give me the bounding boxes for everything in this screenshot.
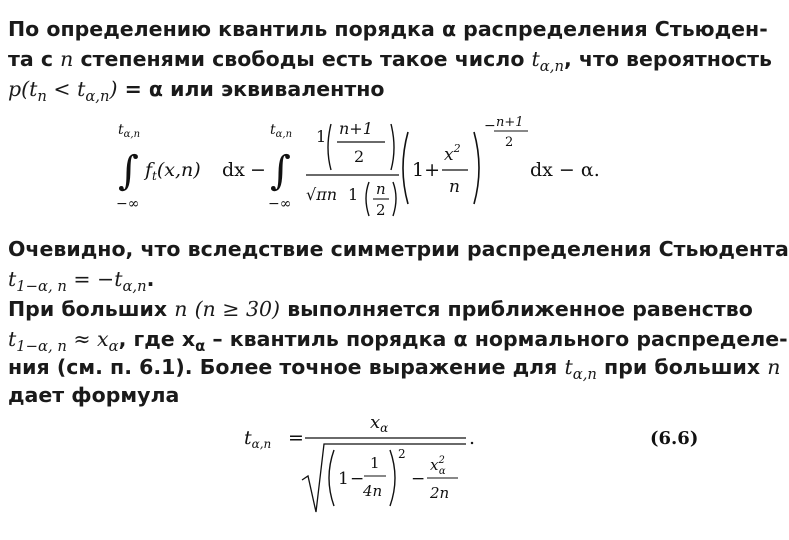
- big-paren-close: [474, 132, 479, 204]
- den-bot: 2: [376, 201, 386, 219]
- equation-label: (6.6): [650, 428, 699, 449]
- numerator: $x_\alpha$: [370, 412, 389, 435]
- integral-sign-2: ∫: [270, 148, 291, 194]
- x-squared: $x^2$: [444, 142, 461, 165]
- math-t-alpha-n: $t_{\alpha,n}$: [564, 355, 597, 384]
- n-denominator: n: [449, 177, 460, 197]
- upper-limit-1: $t_{\alpha,n}$: [118, 122, 141, 140]
- integral-sign-1: ∫: [118, 148, 139, 194]
- den-one: 1: [348, 185, 359, 204]
- x-alpha-squared: $x^2$ α: [430, 455, 446, 477]
- math-probability: $p(t_n < t_{\alpha,n})$: [8, 77, 118, 106]
- dx-minus-alpha: dx − α.: [530, 159, 600, 181]
- text-fragment: ния (см. п. 6.1). Более точное выражение для: [8, 355, 558, 379]
- text-fragment: = α или эквивалентно: [124, 77, 385, 101]
- den-sqrt: √πn: [306, 185, 338, 204]
- text-fragment: при больших: [604, 355, 761, 379]
- one: 1: [338, 469, 349, 489]
- paragraph-3-line-3: [8, 354, 781, 384]
- paragraph-1-line-1: По определению квантиль порядка α распределения Стьюден-: [8, 17, 768, 41]
- one-plus: 1+: [412, 159, 441, 181]
- equals-sign: =: [288, 427, 304, 449]
- frac-top: 1: [370, 454, 380, 472]
- paren-open: [328, 124, 331, 170]
- text-fragment: выполняется приближенное равенство: [287, 297, 753, 321]
- power-2: 2: [398, 447, 406, 461]
- paren-open-2: [366, 182, 369, 216]
- lhs: $t_{\alpha,n}$: [244, 427, 272, 451]
- text-fragment: , что вероятность: [563, 47, 772, 71]
- integrand-1: $f_t(x,n)$: [145, 159, 201, 183]
- paragraph-2-line-2: $t_{1-\alpha, n} = -t_{\alpha,n}$.: [8, 267, 155, 296]
- two-n: 2n: [430, 484, 450, 502]
- paragraph-3-line-2: $t_{1-\alpha, n} \approx x_\alpha$, где $x_\alpha$ – квантиль порядка α нормального распределе-: [8, 327, 788, 356]
- upper-limit-2: $t_{\alpha,n}$: [270, 122, 293, 140]
- integral-equation: [0, 112, 720, 220]
- gamma-one-top: 1: [316, 127, 327, 146]
- minus-1: −: [350, 469, 365, 489]
- text-fragment: степенями свободы есть такое число: [80, 47, 525, 71]
- num-top: n+1: [339, 119, 373, 138]
- formula-6-6: [0, 410, 720, 520]
- math-n: n: [174, 297, 188, 321]
- big-paren-open: [403, 132, 408, 204]
- text-fragment: При больших: [8, 297, 168, 321]
- math-n: n: [767, 355, 781, 379]
- exp-top: n+1: [496, 115, 524, 130]
- math-approx: $t_{1-\alpha, n} \approx x_\alpha$: [8, 327, 119, 356]
- period: .: [469, 427, 476, 449]
- paragraph-1-line-2: [8, 46, 772, 76]
- exp-bot: 2: [505, 135, 514, 150]
- paragraph-3-line-4: дает формула: [8, 383, 180, 407]
- paragraph-1-line-3: [8, 76, 712, 106]
- paragraph-2-line-1: Очевидно, что вследствие симметрии распределения Стьюдента: [8, 237, 789, 261]
- num-bot: 2: [354, 147, 365, 166]
- minus-2: −: [411, 469, 426, 489]
- paren-close: [390, 450, 395, 506]
- minus-sign: −: [250, 159, 266, 181]
- exp-minus: −: [484, 118, 496, 134]
- paren-close: [391, 124, 394, 170]
- den-top: n: [376, 180, 386, 198]
- math-n: n: [60, 47, 74, 71]
- math-n-ge-30: (n ≥ 30): [194, 297, 281, 321]
- text-fragment: та с: [8, 47, 54, 71]
- paren-open: [329, 450, 334, 506]
- lower-limit-2: −∞: [268, 196, 292, 212]
- frac-bot: 4n: [363, 482, 383, 500]
- lower-limit-1: −∞: [116, 196, 140, 212]
- paren-close-2: [393, 182, 396, 216]
- dx-1: dx: [222, 159, 245, 181]
- math-symmetry: $t_{1-\alpha, n} = -t_{\alpha,n}$: [8, 267, 147, 296]
- paragraph-3-line-1: [8, 296, 753, 322]
- math-t-alpha-n: $t_{\alpha,n}$: [531, 47, 564, 76]
